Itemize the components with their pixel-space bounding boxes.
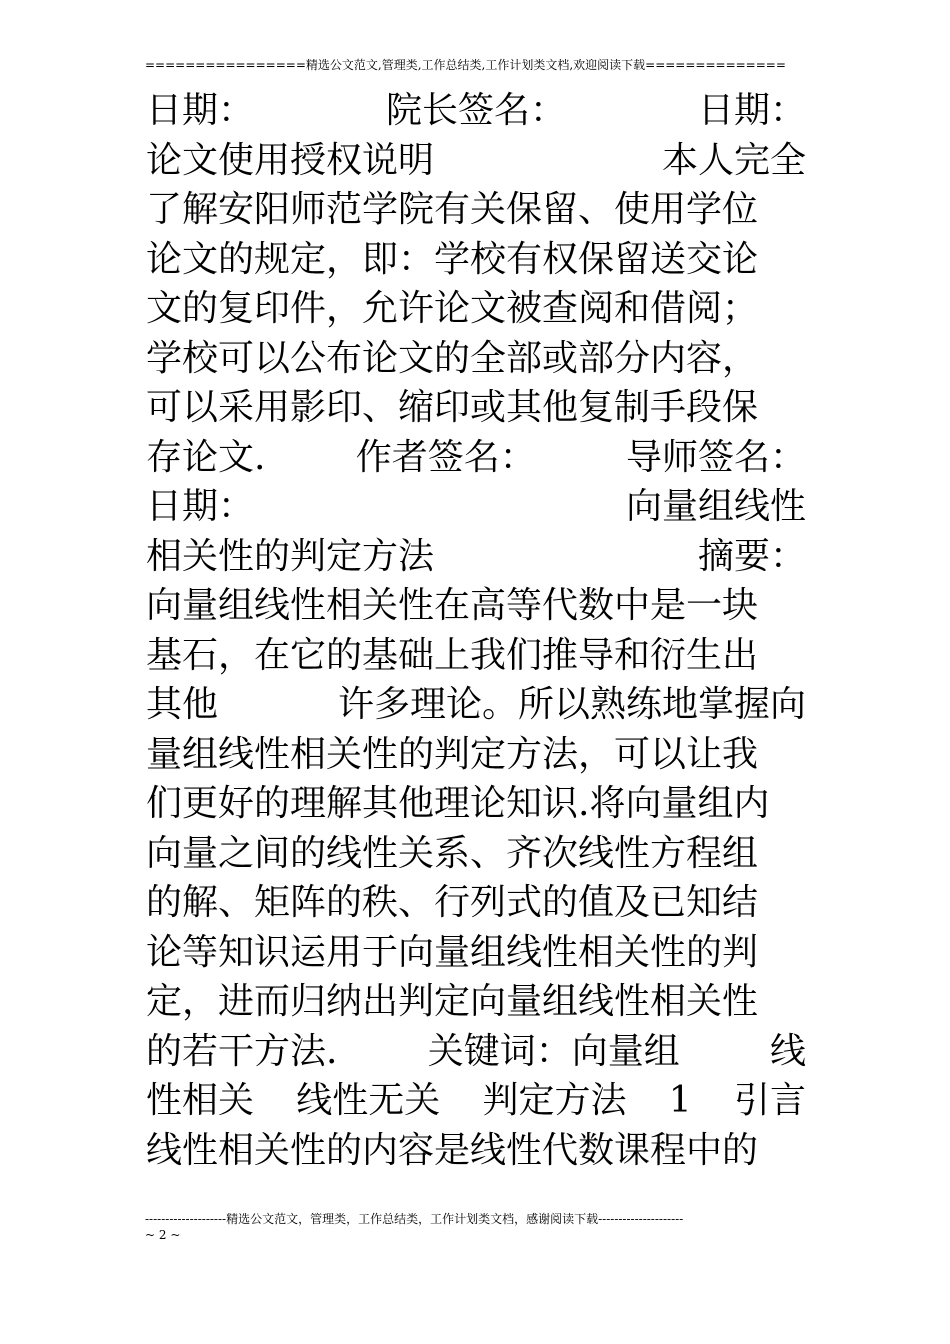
text-line	[146, 829, 806, 879]
text-segment: 了解安阳师范学院有关保留、使用学位	[146, 189, 759, 230]
text-segment: 定，进而归纳出判定向量组线性相关性	[146, 981, 759, 1022]
text-segment: 许多理论。所以熟练地掌握向	[337, 684, 806, 725]
text-line	[146, 581, 806, 631]
text-segment: 判定方法	[482, 1080, 627, 1121]
text-line	[146, 1076, 806, 1126]
text-segment: 本人完全	[661, 139, 806, 181]
text-segment: 1	[668, 1080, 692, 1121]
text-line	[146, 383, 806, 433]
text-segment: 导师签名：	[625, 436, 806, 478]
text-line	[146, 86, 806, 136]
text-segment: 日期：	[697, 90, 806, 131]
text-line	[146, 878, 806, 928]
text-line	[146, 136, 806, 186]
text-line	[146, 1126, 806, 1176]
text-segment: 线性无关	[296, 1080, 441, 1121]
page-footer: --------------------精选公文范文，管理类，工作总结类，工作计划类文档，感谢阅读下载---------------------	[145, 1212, 684, 1226]
text-segment: 论文使用授权说明	[146, 139, 435, 181]
text-segment: 存论文.	[146, 436, 266, 478]
text-line	[146, 680, 806, 730]
text-line	[146, 532, 806, 582]
text-line	[146, 1027, 806, 1077]
document-body	[146, 86, 806, 1175]
text-segment: 向量组线性相关性在高等代数中是一块	[146, 585, 759, 626]
text-segment: 学校可以公布论文的全部或部分内容，	[146, 337, 759, 379]
text-line	[146, 779, 806, 829]
text-line	[146, 482, 806, 532]
text-segment: 线性相关性的内容是线性代数课程中的	[146, 1129, 759, 1171]
text-segment: 量组线性相关性的判定方法，可以让我	[146, 733, 759, 775]
text-segment: 性相关	[146, 1080, 255, 1121]
text-segment: 可以采用影印、缩印或其他复制手段保	[146, 387, 759, 428]
text-segment: 论等知识运用于向量组线性相关性的判	[146, 931, 759, 973]
text-segment: 线	[769, 1030, 806, 1072]
text-segment: 文的复印件，允许论文被查阅和借阅；	[146, 288, 759, 329]
text-segment: 摘要：	[697, 535, 806, 577]
text-line	[146, 334, 806, 384]
text-segment: 的解、矩阵的秩、行列式的值及已知结	[146, 882, 759, 923]
text-segment: 们更好的理解其他理论知识.将向量组内	[146, 783, 770, 824]
text-line	[146, 928, 806, 978]
text-segment: 向量之间的线性关系、齐次线性方程组	[146, 832, 759, 874]
text-segment: 作者签名：	[355, 436, 536, 478]
text-segment: 向量组线性	[625, 486, 806, 527]
text-segment: 的若干方法.	[146, 1030, 338, 1072]
text-segment: 日期：	[146, 90, 255, 131]
text-segment: 其他	[146, 684, 219, 725]
text-segment: 日期：	[146, 486, 255, 527]
page-number: ~ 2 ~	[145, 1228, 181, 1242]
text-segment: 院长签名：	[385, 90, 566, 131]
text-segment: 引言	[733, 1080, 806, 1121]
text-line	[146, 185, 806, 235]
text-segment: 关键词：向量组	[427, 1030, 680, 1072]
text-line	[146, 235, 806, 285]
text-segment: 基石，在它的基础上我们推导和衍生出	[146, 634, 759, 676]
text-line	[146, 631, 806, 681]
text-line	[146, 433, 806, 483]
page-header: ================精选公文范文,管理类,工作总结类,工作计划类文档,欢迎阅读下载==============	[145, 58, 786, 72]
text-line	[146, 730, 806, 780]
text-line	[146, 977, 806, 1027]
text-line	[146, 284, 806, 334]
text-segment: 相关性的判定方法	[146, 535, 435, 577]
text-segment: 论文的规定，即：学校有权保留送交论	[146, 238, 759, 280]
